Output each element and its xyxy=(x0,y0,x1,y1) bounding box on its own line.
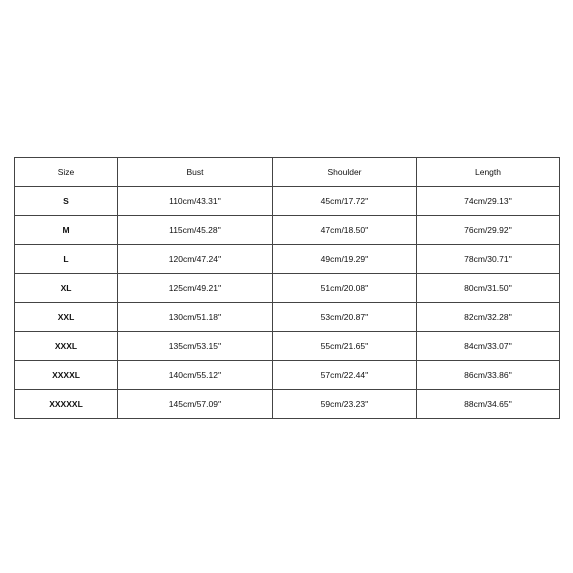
table-row xyxy=(15,216,560,245)
header-shoulder: Shoulder xyxy=(273,158,417,187)
shoulder-cell: 57cm/22.44'' xyxy=(273,361,417,390)
table-row xyxy=(15,361,560,390)
size-cell: S xyxy=(15,187,118,216)
bust-cell: 110cm/43.31'' xyxy=(118,187,273,216)
size-cell: XXXXXL xyxy=(15,390,118,419)
table-row xyxy=(15,187,560,216)
shoulder-cell: 51cm/20.08'' xyxy=(273,274,417,303)
header-bust: Bust xyxy=(118,158,273,187)
bust-cell: 140cm/55.12'' xyxy=(118,361,273,390)
shoulder-cell: 53cm/20.87'' xyxy=(273,303,417,332)
table-row xyxy=(15,274,560,303)
bust-cell: 125cm/49.21'' xyxy=(118,274,273,303)
header-size: Size xyxy=(15,158,118,187)
size-cell: XXXL xyxy=(15,332,118,361)
length-cell: 78cm/30.71'' xyxy=(417,245,560,274)
length-cell: 76cm/29.92'' xyxy=(417,216,560,245)
bust-cell: 130cm/51.18'' xyxy=(118,303,273,332)
table-row xyxy=(15,332,560,361)
bust-cell: 145cm/57.09'' xyxy=(118,390,273,419)
length-cell: 74cm/29.13'' xyxy=(417,187,560,216)
table-header-row xyxy=(15,158,560,187)
shoulder-cell: 59cm/23.23'' xyxy=(273,390,417,419)
length-cell: 80cm/31.50'' xyxy=(417,274,560,303)
table-row xyxy=(15,303,560,332)
table-row xyxy=(15,390,560,419)
size-cell: M xyxy=(15,216,118,245)
length-cell: 82cm/32.28'' xyxy=(417,303,560,332)
shoulder-cell: 47cm/18.50'' xyxy=(273,216,417,245)
size-cell: XL xyxy=(15,274,118,303)
size-cell: L xyxy=(15,245,118,274)
shoulder-cell: 55cm/21.65'' xyxy=(273,332,417,361)
table-row xyxy=(15,245,560,274)
size-chart-table xyxy=(14,157,560,419)
bust-cell: 135cm/53.15'' xyxy=(118,332,273,361)
shoulder-cell: 49cm/19.29'' xyxy=(273,245,417,274)
header-length: Length xyxy=(417,158,560,187)
length-cell: 86cm/33.86'' xyxy=(417,361,560,390)
length-cell: 84cm/33.07'' xyxy=(417,332,560,361)
bust-cell: 115cm/45.28'' xyxy=(118,216,273,245)
size-cell: XXL xyxy=(15,303,118,332)
shoulder-cell: 45cm/17.72'' xyxy=(273,187,417,216)
length-cell: 88cm/34.65'' xyxy=(417,390,560,419)
bust-cell: 120cm/47.24'' xyxy=(118,245,273,274)
size-cell: XXXXL xyxy=(15,361,118,390)
